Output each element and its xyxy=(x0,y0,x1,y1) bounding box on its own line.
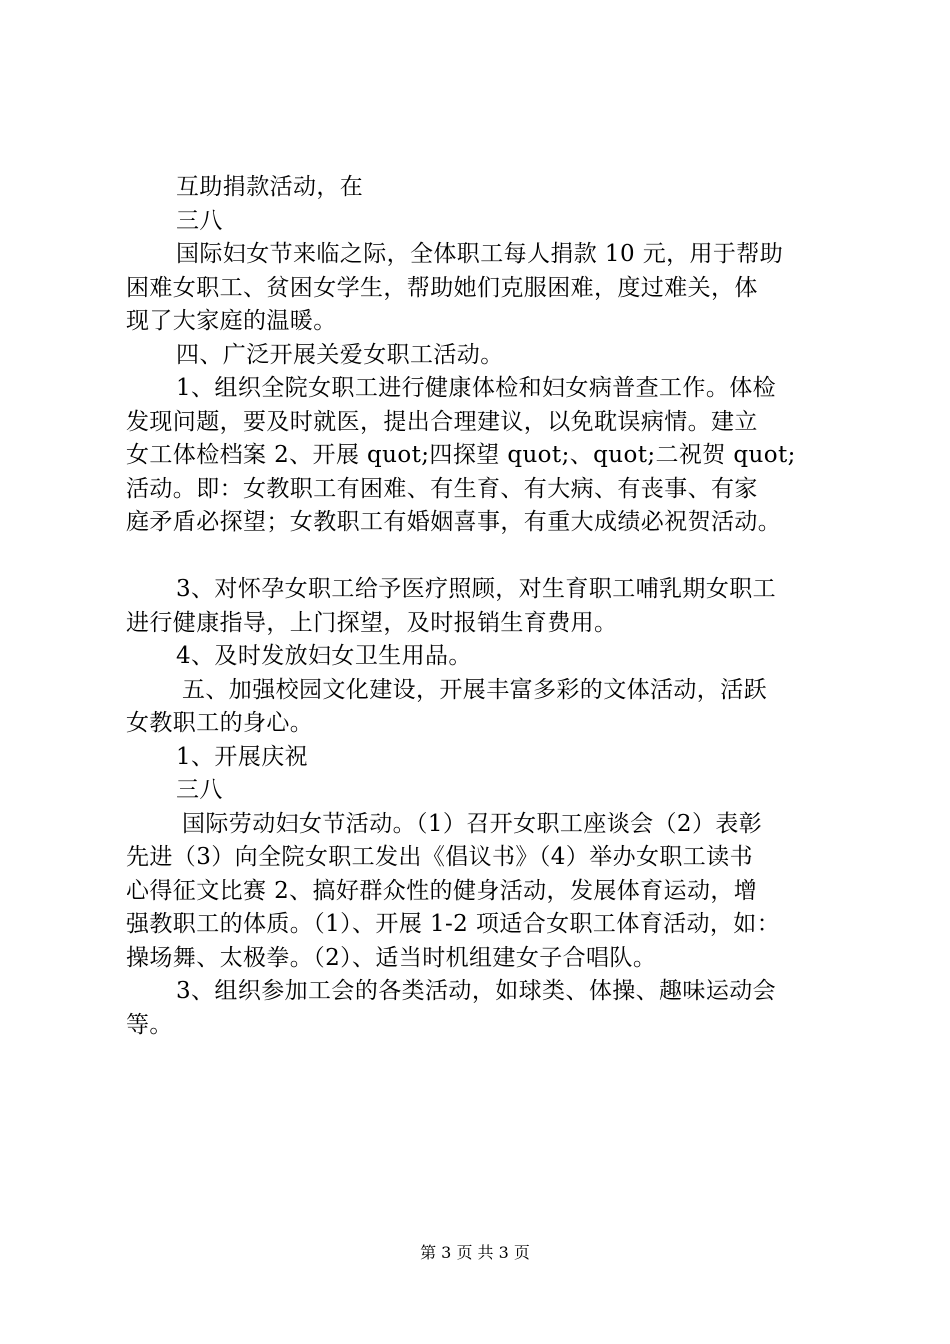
page-footer: 第 3 页 共 3 页 xyxy=(420,1243,530,1262)
paragraph-line: 心得征文比赛 2、搞好群众性的健身活动，发展体育运动，增 xyxy=(126,877,758,904)
paragraph-line: 1、开展庆祝 xyxy=(176,743,309,770)
paragraph-line: 先进（3）向全院女职工发出《倡议书》（4）举办女职工读书 xyxy=(126,844,753,870)
paragraph-line: 进行健康指导，上门探望，及时报销生育费用。 xyxy=(126,609,618,636)
paragraph-line: 1、组织全院女职工进行健康体检和妇女病普查工作。体检 xyxy=(176,375,777,401)
paragraph-line: 庭矛盾必探望；女教职工有婚姻喜事，有重大成绩必祝贺活动。 xyxy=(126,509,782,535)
paragraph-line: 3、对怀孕女职工给予医疗照顾，对生育职工哺乳期女职工 xyxy=(176,576,777,602)
paragraph-line: 女教职工的身心。 xyxy=(126,710,314,736)
paragraph-gap xyxy=(126,540,850,574)
section-heading: 四、广泛开展关爱女职工活动。 xyxy=(176,341,504,368)
paragraph-line: 三八 xyxy=(176,207,223,234)
paragraph-line: 现了大家庭的温暖。 xyxy=(126,308,337,334)
paragraph-line: 3、组织参加工会的各类活动，如球类、体操、趣味运动会 xyxy=(176,978,777,1004)
paragraph-line: 操场舞、太极拳。（2）、适当时机组建女子合唱队。 xyxy=(126,944,657,971)
paragraph-line: 活动。即：女教职工有困难、有生育、有大病、有丧事、有家 xyxy=(126,475,758,502)
paragraph-line: 困难女职工、贫困女学生，帮助她们克服困难，度过难关，体 xyxy=(126,274,758,301)
paragraph-line: 三八 xyxy=(176,777,223,803)
paragraph-line: 国际妇女节来临之际，全体职工每人捐款 10 元，用于帮助 xyxy=(176,241,784,267)
paragraph-line: 强教职工的体质。（1）、开展 1-2 项适合女职工体育活动，如： xyxy=(126,911,781,937)
document-body xyxy=(126,171,850,1042)
paragraph-line: 等。 xyxy=(126,1011,173,1038)
paragraph-line: 4、及时发放妇女卫生用品。 xyxy=(176,643,472,669)
paragraph-line: 互助捐款活动，在 xyxy=(176,174,364,200)
paragraph-line: 发现问题，要及时就医，提出合理建议，以免耽误病情。建立 xyxy=(126,408,758,435)
section-heading: 五、加强校园文化建设，开展丰富多彩的文体活动，活跃 xyxy=(182,676,767,703)
paragraph-line: 女工体检档案 2、开展 quot;四探望 quot;、quot;二祝贺 quot; xyxy=(126,442,796,468)
paragraph-line: 国际劳动妇女节活动。（1）召开女职工座谈会（2）表彰 xyxy=(182,810,763,837)
